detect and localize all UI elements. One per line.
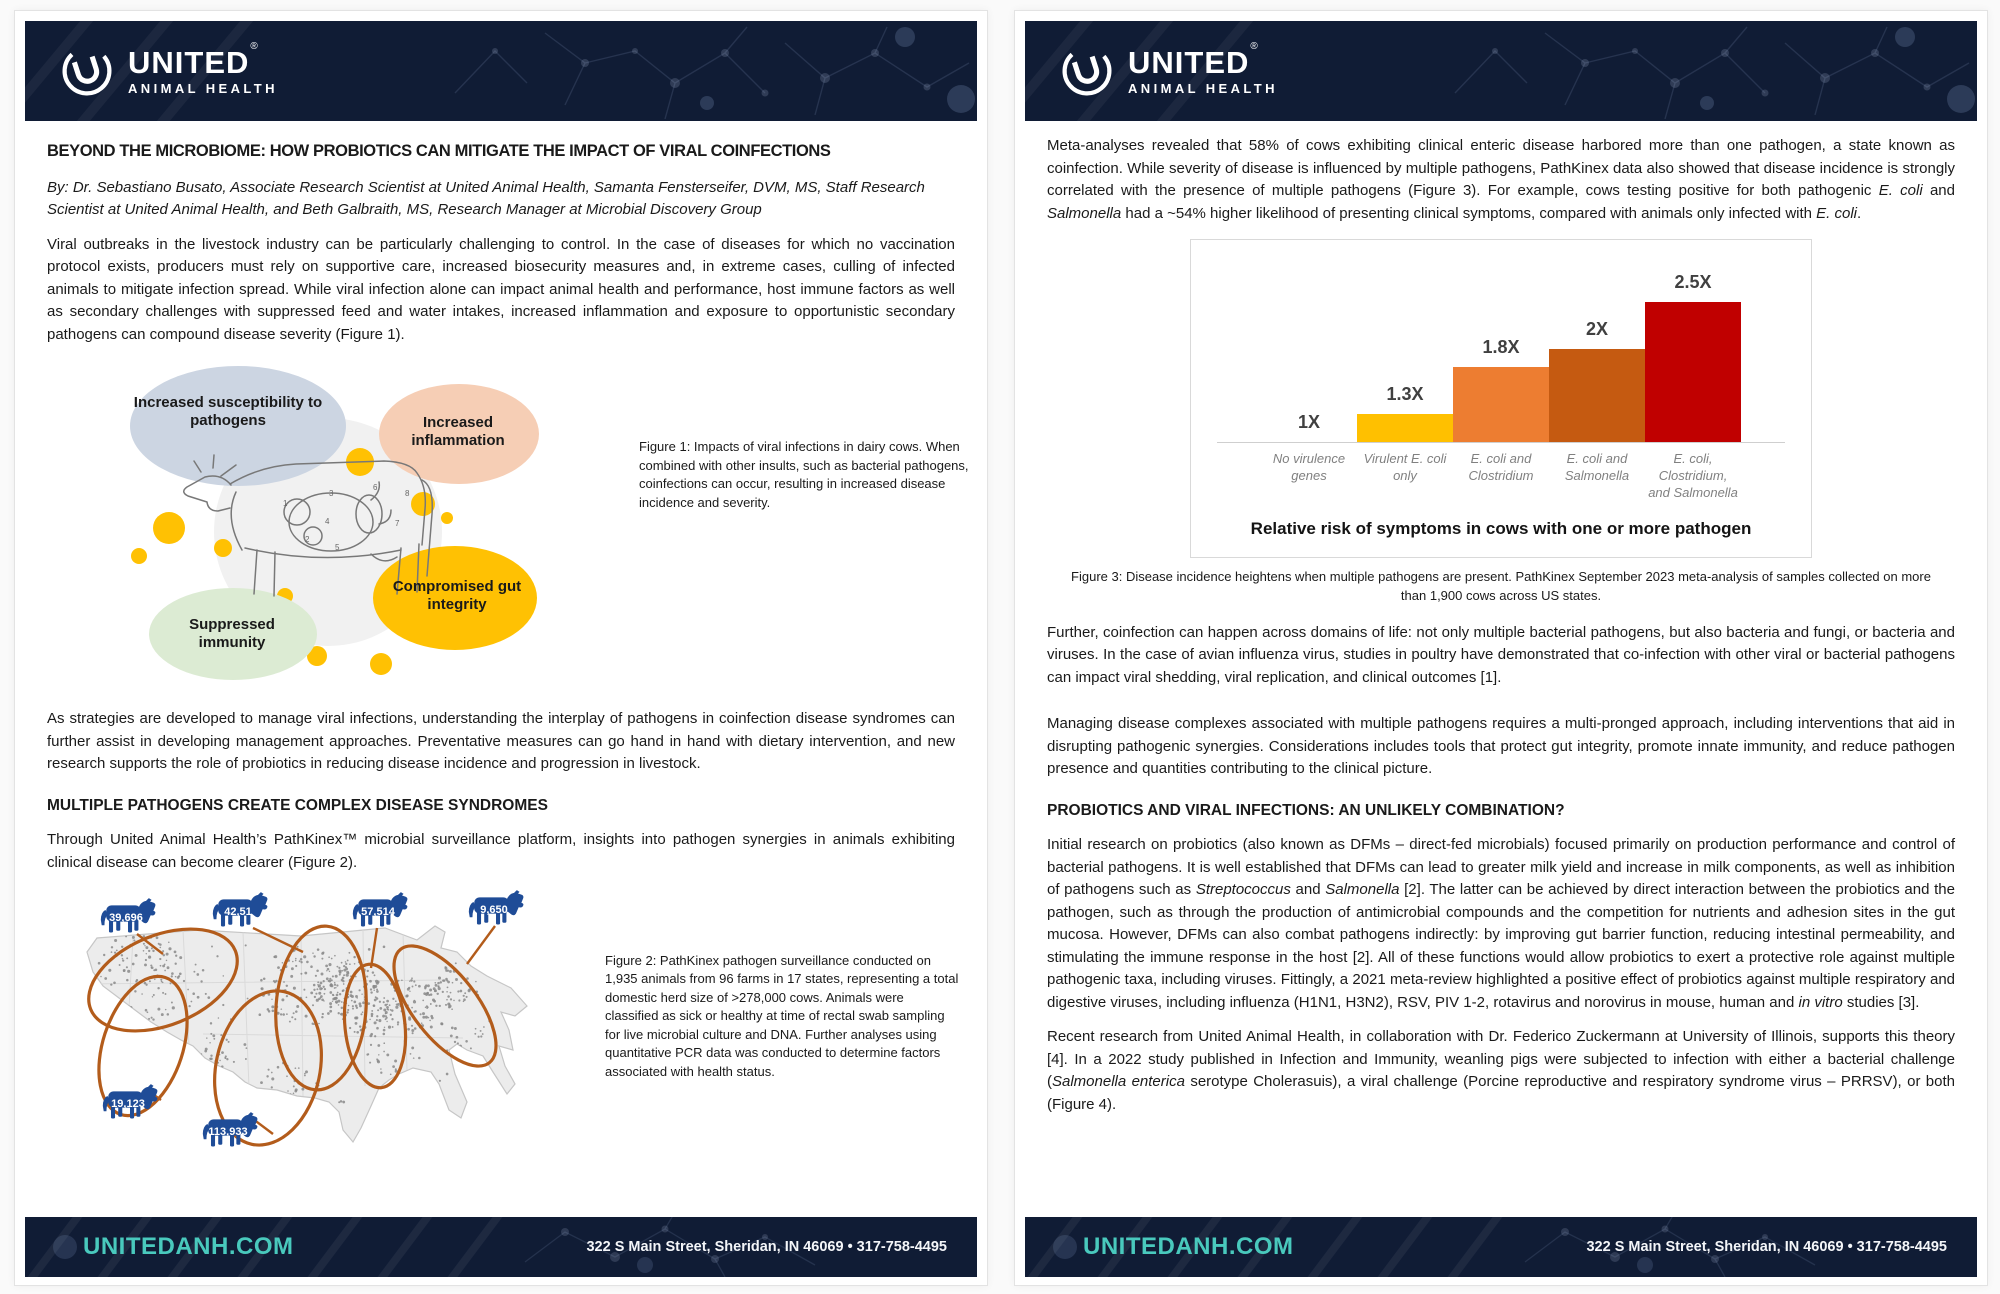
logo-text (1128, 41, 1278, 96)
bar-column (1261, 409, 1357, 442)
address-text: 322 S Main Street, Sheridan, IN 46069 • 317-758-4495 (1586, 1239, 1947, 1255)
paragraph-intro: Viral outbreaks in the livestock industry can be particularly challenging to control. In the case of diseases for which no vaccination protocol exists, producers must rely on supportive care, increased biosecurity measures and, in extreme cases, culling of infected animals to mitigate infection spread. While viral infection alone can impact animal health and performance, host immune factors as well as secondary challenges with suppressed feed and water intakes, increased inflammation and exposure to opportunistic secondary pathogens can compound disease severity (Figure 1). (47, 235, 955, 343)
bar-column (1453, 334, 1549, 442)
brand-wordmark: UNITED (1128, 44, 1250, 80)
italic-run: Streptococcus (1195, 881, 1291, 899)
registered-mark: ® (1250, 41, 1259, 53)
herd-count-label: 57,514 (361, 906, 395, 918)
right-page-body (1047, 121, 1955, 1213)
figure2-caption: Figure 2: PathKinex pathogen surveillance conducted on 1,935 animals from 96 farms in 17 states, representing a total domestic herd size of >278,000 cows. Animals were classified as sick or healthy at time of rectal swab sampling for live microbial culture and DNA. Further analyses using quantitative PCR data was conducted to determine factors associated with health status. (605, 953, 959, 1079)
bar-category-label: No virulence genes (1272, 451, 1346, 483)
united-animal-health-logo (1059, 43, 1278, 99)
bubble-label-susceptibility: Increased susceptibility to pathogens (133, 394, 323, 429)
italic-run: Salmonella (1325, 881, 1400, 899)
brand-subtitle: ANIMAL HEALTH (128, 80, 278, 96)
bar-column (1549, 316, 1645, 442)
bubble-label-gut-integrity: Compromised gut integrity (392, 578, 522, 613)
x-axis-line (1217, 442, 1785, 443)
svg-text:3: 3 (329, 489, 334, 499)
text-run: Recent research from United Animal Health, in collaboration with Dr. Federico Zuckermann at University of Illinois, supports this theory [4]. In a 2022 study published in Infection and Immunity, weanling pigs were subjected to infection with either a bacterial challenge ( (1047, 1028, 1955, 1091)
brand-wordmark: UNITED (128, 44, 250, 80)
text-run: Meta-analyses revealed that 58% of cows exhibiting clinical enteric disease harbored more than one pathogen, a state known as coinfection. While severity of disease is influenced by multiple pathogens, PathKinex data also showed that disease incidence is strongly correlated with the presence of multiple pathogens (Figure 3). For example, cows testing positive for both pathogenic (1047, 137, 1955, 199)
text-run: had a ~54% higher likelihood of presenting clinical symptoms, compared with animals only infected with (1121, 204, 1817, 222)
address-text: 322 S Main Street, Sheridan, IN 46069 • 317-758-4495 (586, 1239, 947, 1255)
paragraph-recent-research (1047, 1026, 1955, 1116)
text-run: . (1857, 204, 1862, 222)
svg-text:4: 4 (325, 517, 330, 527)
text-run: Initial research on probiotics (also known as DFMs – direct-fed microbials) focused primarily on production performance and control of bacterial pathogens. It is well established that DFMs can lead to greater milk yield and increase in milk components, as well as inhibition of pathogens such as (1047, 836, 1955, 899)
bar-value-label: 1X (1297, 412, 1321, 432)
paragraph-further: Further, coinfection can happen across domains of life: not only multiple bacterial pathogens, but also bacteria and fungi, or bacteria and viruses. In the case of avian influenza virus, studies in poultry have demonstrated that co-infection with other viral or bacterial pathogens can impact viral shedding, viral replication, and clinical outcomes [1]. (1047, 623, 1955, 686)
svg-text:6: 6 (373, 483, 378, 493)
website-link[interactable]: UNITEDANH.COM (1083, 1233, 1294, 1260)
svg-text:5: 5 (335, 543, 340, 553)
byline: By: Dr. Sebastiano Busato, Associate Research Scientist at United Animal Health, Samanta Fensterseifer, DVM, MS, Staff Research Scientist at United Animal Health, and Beth Galbraith, MS, Research Manager at Microbial Discovery Group (47, 178, 925, 219)
text-run: [2]. The latter can be achieved by direct interaction between the probiotics and the pathogen, such as through the production of antimicrobial compounds and the competition for nutrients and adhesion sites in the gut mucosa. However, DFMs can also combat pathogens indirectly: by improving gut barrier function, reducing intestinal permeability, and stimulating the immune response in the host [2]. All of these functions would allow probiotics to exert a protective role against multiple pathogenic taxa, including viruses. Fittingly, a 2021 meta-review highlighted a positive effect of probiotics against multiple respiratory and digestive viruses, including influenza (H1N1, H3N2), RSV, PIV 1-2, rotavirus and norovirus in mouse, human and (1047, 881, 1955, 1011)
italic-run: in vitro (1798, 993, 1843, 1011)
bar (1645, 302, 1741, 442)
bar-value-label: 1.8X (1482, 337, 1520, 357)
bar-category-label: E. coli and Clostridium (1468, 451, 1534, 483)
text-run: studies [3]. (1842, 993, 1920, 1011)
bar (1357, 414, 1453, 442)
paragraph-initial-research (1047, 834, 1955, 1014)
bar-value-label: 2.5X (1674, 272, 1712, 292)
figure3-chart (1190, 239, 1812, 558)
italic-run: Salmonella (1047, 204, 1122, 222)
figure3-categories (1213, 451, 1789, 502)
footer-band (1025, 1217, 1977, 1277)
bar (1453, 367, 1549, 442)
herd-count-label: 113,933 (208, 1126, 248, 1138)
herd-count-label: 9,650 (480, 904, 508, 916)
text-run: serotype Cholerasuis), a viral challenge (Porcine reproductive and respiratory syndrome virus – PRRSV), or both (Figure 4). (1047, 1073, 1955, 1113)
bar-value-label: 1.3X (1386, 384, 1424, 404)
logo-emblem-icon (59, 43, 115, 99)
figure3-plot (1213, 270, 1789, 442)
svg-text:7: 7 (395, 519, 400, 529)
logo-text (128, 41, 278, 96)
brand-subtitle: ANIMAL HEALTH (1128, 80, 1278, 96)
bar-value-label: 2X (1585, 319, 1609, 339)
logo-emblem-icon (1059, 43, 1115, 99)
figure1-cow-diagram (47, 354, 969, 696)
paragraph-pathkinex: Through United Animal Health’s PathKinex™ microbial surveillance platform, insights into pathogen synergies in animals exhibiting clinical disease can become clearer (Figure 2). (47, 831, 955, 871)
bubble-label-immunity: Suppressed immunity (189, 616, 275, 651)
page-right (1014, 10, 1988, 1286)
footer-band (25, 1217, 977, 1277)
article-title: BEYOND THE MICROBIOME: HOW PROBIOTICS CAN MITIGATE THE IMPACT OF VIRAL COINFECTIONS (47, 142, 831, 160)
bar-category-label: E. coli, Clostridium, and Salmonella (1648, 451, 1738, 500)
figure3-caption: Figure 3: Disease incidence heightens when multiple pathogens are present. PathKinex September 2023 meta-analysis of samples collected on more than 1,900 cows across US states. (1071, 569, 1931, 604)
figure2-map (63, 888, 553, 1160)
herd-count-label: 39,696 (109, 912, 143, 924)
italic-run: Salmonella enterica (1052, 1073, 1185, 1091)
bar-column (1645, 269, 1741, 442)
text-run: and (1290, 881, 1326, 899)
paragraph-managing: Managing disease complexes associated with multiple pathogens requires a multi-pronged approach, including interventions that aid in disrupting pathogenic synergies. Considerations includes tools that protect gut integrity, promote innate immunity, and reduce pathogen presence and quantities contributing to the clinical picture. (1047, 715, 1955, 778)
heading-probiotics-viral: PROBIOTICS AND VIRAL INFECTIONS: AN UNLIKELY COMBINATION? (1047, 801, 1565, 819)
herd-count-label: 42,51 (224, 906, 252, 918)
header-band (25, 21, 977, 121)
bar-column (1357, 381, 1453, 442)
bar-category-label: E. coli and Salmonella (1564, 451, 1630, 483)
heading-multiple-pathogens: MULTIPLE PATHOGENS CREATE COMPLEX DISEASE SYNDROMES (47, 796, 548, 814)
website-link[interactable]: UNITEDANH.COM (83, 1233, 294, 1260)
left-page-body (47, 121, 969, 1213)
figure2-surveillance-map (47, 884, 959, 1186)
svg-text:2: 2 (305, 535, 310, 545)
figure1-caption: Figure 1: Impacts of viral infections in dairy cows. When combined with other insults, such as bacterial pathogens, coinfections can occur, resulting in increased disease incidence and severity. (639, 439, 969, 510)
chart-title: Relative risk of symptoms in cows with one or more pathogen (1250, 518, 1752, 538)
bar-category-label: Virulent E. coli only (1363, 451, 1447, 483)
svg-text:1: 1 (283, 499, 288, 509)
italic-run: E. coli (1816, 204, 1858, 222)
paragraph-strategies: As strategies are developed to manage viral infections, understanding the interplay of pathogens in coinfection disease syndromes can further assist in developing management approaches. Preventative measures can go hand in hand with dietary intervention, and new research supports the role of probiotics in reducing disease incidence and progression in livestock. (47, 710, 955, 773)
text-run: and (1922, 182, 1955, 199)
registered-mark: ® (250, 41, 259, 53)
bar (1549, 349, 1645, 442)
header-band (1025, 21, 1977, 121)
paragraph-meta-analyses (1047, 135, 1955, 225)
page-left (14, 10, 988, 1286)
herd-count-label: 19,123 (111, 1098, 145, 1110)
bubble-label-inflammation: Increased inflammation (411, 414, 505, 449)
svg-text:8: 8 (405, 489, 410, 499)
united-animal-health-logo (59, 43, 278, 99)
italic-run: E. coli (1878, 182, 1923, 199)
